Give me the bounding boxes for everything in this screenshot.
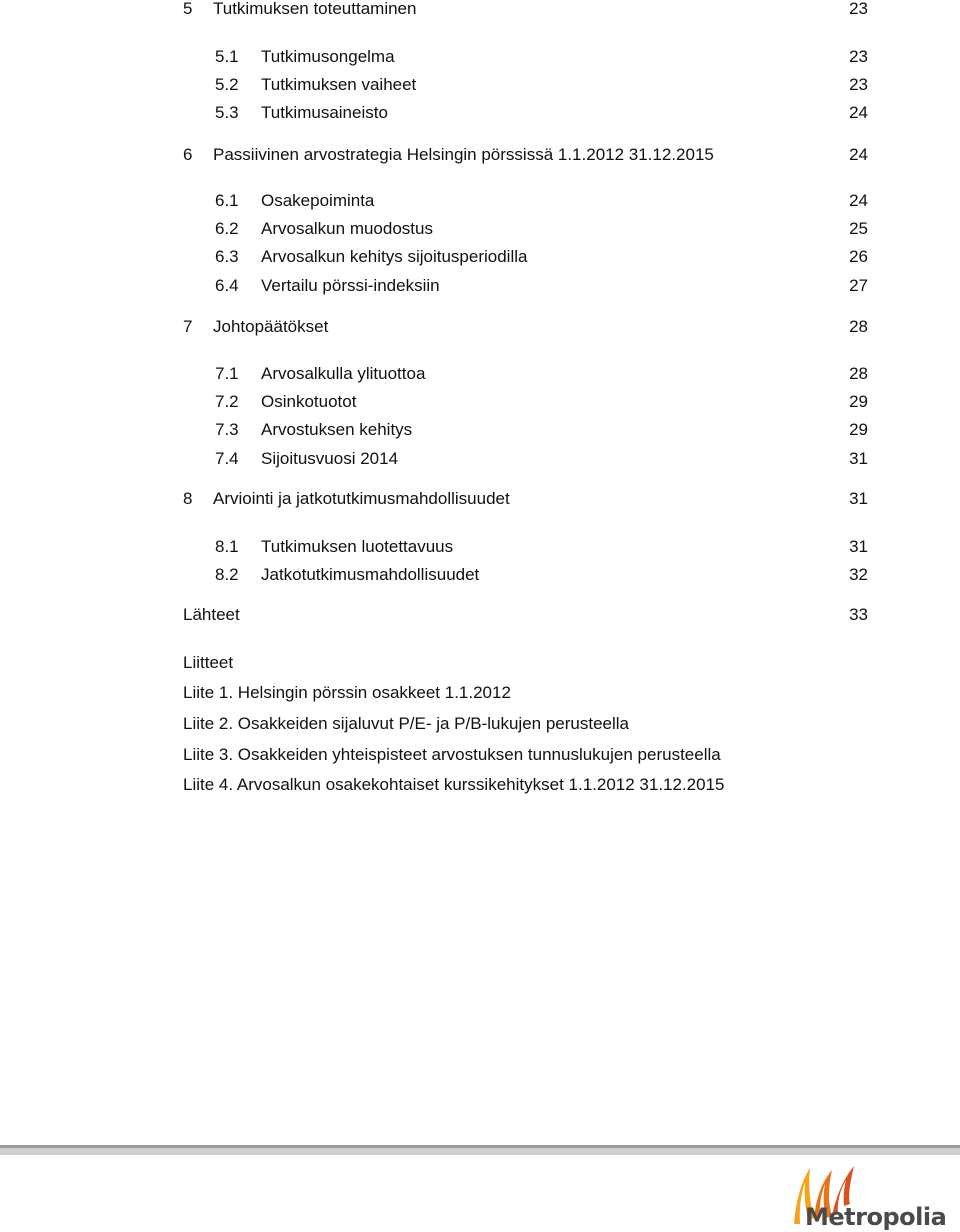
toc-row (0, 217, 960, 241)
toc-page: 29 (849, 420, 868, 439)
toc-number: 8.2 (215, 565, 239, 584)
toc-row (0, 418, 960, 442)
toc-title: Arvosalkun kehitys sijoitusperiodilla (261, 247, 528, 266)
toc-title: Tutkimusongelma (261, 47, 395, 66)
toc-page: 25 (849, 219, 868, 238)
toc-row (0, 390, 960, 414)
toc-title: Johtopäätökset (213, 317, 329, 336)
toc-row (0, 245, 960, 269)
toc-title: Osakepoiminta (261, 191, 375, 210)
toc-page: 31 (849, 537, 868, 556)
toc-number: 6.1 (215, 191, 239, 210)
toc-row (0, 143, 960, 167)
logo-wordmark: Metropolia (805, 1203, 947, 1231)
toc-title: Arvosalkulla ylituottoa (261, 364, 426, 383)
toc-page: 23 (849, 0, 868, 18)
toc-title: Lähteet (183, 605, 240, 624)
toc-page: 31 (849, 489, 868, 508)
toc-number: 6.4 (215, 276, 239, 295)
toc-title: Tutkimusaineisto (261, 103, 388, 122)
toc-number: 7.3 (215, 420, 239, 439)
toc-number: 6.2 (215, 219, 239, 238)
toc-row (0, 603, 960, 627)
toc-number: 6 (183, 145, 193, 164)
toc-page: 27 (849, 276, 868, 295)
toc-row (0, 447, 960, 471)
toc-row (0, 45, 960, 69)
footer-divider-line (0, 1145, 960, 1148)
toc-number: 5.1 (215, 47, 239, 66)
toc-page: 32 (849, 565, 868, 584)
toc-title: Arvosalkun muodostus (261, 219, 433, 238)
appendix-item: Liite 1. Helsingin pörssin osakkeet 1.1.2012 (183, 683, 511, 702)
toc-page: 33 (849, 605, 868, 624)
toc-page: 28 (849, 364, 868, 383)
toc-row (0, 315, 960, 339)
toc-title: Tutkimuksen vaiheet (261, 75, 417, 94)
toc-number: 7 (183, 317, 193, 336)
toc-number: 7.4 (215, 449, 239, 468)
toc-page: 29 (849, 392, 868, 411)
toc-number: 5 (183, 0, 193, 18)
toc-title: Passiivinen arvostrategia Helsingin pörssissä 1.1.2012 31.12.2015 (213, 145, 714, 164)
appendix-heading: Liitteet (183, 653, 234, 672)
toc-page: 24 (849, 145, 868, 164)
appendix-item: Liite 4. Arvosalkun osakekohtaiset kurssikehitykset 1.1.2012 31.12.2015 (183, 775, 725, 794)
toc-number: 8.1 (215, 537, 239, 556)
toc-title: Osinkotuotot (261, 392, 357, 411)
appendix-item: Liite 3. Osakkeiden yhteispisteet arvostuksen tunnuslukujen perusteella (183, 745, 721, 764)
toc-row (0, 563, 960, 587)
toc-number: 7.2 (215, 392, 239, 411)
toc-row (0, 0, 960, 21)
toc-page: 28 (849, 317, 868, 336)
toc-title: Sijoitusvuosi 2014 (261, 449, 399, 468)
toc-page: 31 (849, 449, 868, 468)
toc-row (0, 189, 960, 213)
toc-title: Arviointi ja jatkotutkimusmahdollisuudet (213, 489, 510, 508)
toc-page: 23 (849, 75, 868, 94)
toc-number: 5.2 (215, 75, 239, 94)
toc-title: Tutkimuksen toteuttaminen (213, 0, 417, 18)
toc-number: 7.1 (215, 364, 239, 383)
toc-page: 24 (849, 191, 868, 210)
toc-number: 8 (183, 489, 193, 508)
toc-row (0, 535, 960, 559)
toc-page: 26 (849, 247, 868, 266)
toc-title: Arvostuksen kehitys (261, 420, 413, 439)
appendix-item: Liite 2. Osakkeiden sijaluvut P/E- ja P/B-lukujen perusteella (183, 714, 630, 733)
toc-page: 24 (849, 103, 868, 122)
toc-title: Jatkotutkimusmahdollisuudet (261, 565, 480, 584)
toc-page: 23 (849, 47, 868, 66)
toc-number: 5.3 (215, 103, 239, 122)
toc-title: Tutkimuksen luotettavuus (261, 537, 454, 556)
toc-row (0, 274, 960, 298)
toc-number: 6.3 (215, 247, 239, 266)
toc-row (0, 101, 960, 125)
toc-row (0, 487, 960, 511)
toc-row (0, 362, 960, 386)
toc-title: Vertailu pörssi-indeksiin (261, 276, 440, 295)
toc-row (0, 73, 960, 97)
